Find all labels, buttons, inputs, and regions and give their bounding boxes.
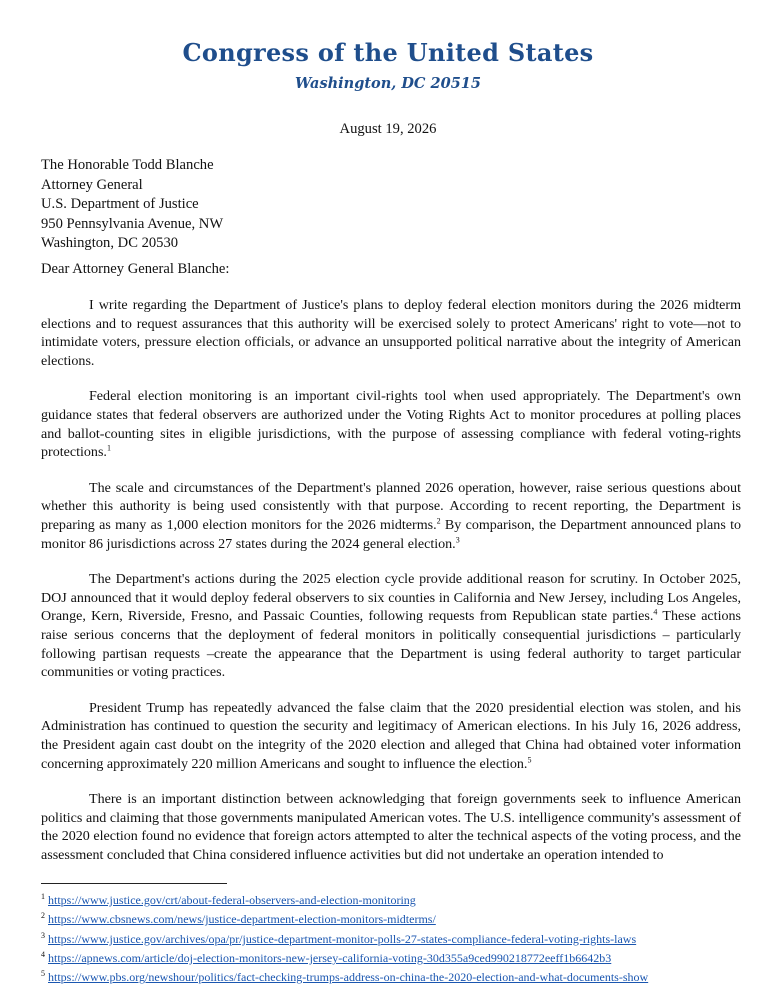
footnote-ref: 1 <box>106 443 111 453</box>
letterhead-subtitle: Washington, DC 20515 <box>295 75 481 92</box>
paragraph-text: President Trump has repeatedly advanced the false claim that the 2020 presidential election was stolen, and his Administration has continued to question the security and legitimacy of American elections. In his July 16, 2026 address, the President again cast doubt on the integrity of the 2020 election and alleged that China had obtained voter information concerning approximately 220 million Americans and sought to influence the election. <box>41 699 741 772</box>
address-line: Washington, DC 20530 <box>41 235 179 252</box>
recipient-address <box>41 156 223 254</box>
address-line: 950 Pennsylvania Avenue, NW <box>41 215 224 232</box>
address-line: U.S. Department of Justice <box>41 196 199 213</box>
paragraph <box>41 790 741 865</box>
letterhead-title: Congress of the United States <box>182 38 594 67</box>
paragraph-text: The scale and circumstances of the Department's planned 2026 operation, however, raise serious questions about whether this authority is being used consistently with that purpose. According to recent reporting, the Department is preparing as many as 1,000 election monitors for the 2026 midterms. <box>41 479 741 534</box>
letterhead <box>0 38 776 92</box>
footnote-number: 1 <box>41 892 45 901</box>
paragraph <box>41 296 741 371</box>
paragraph-text: By comparison, the Department announced plans to monitor 86 jurisdictions across 27 states during the 2024 general election. <box>41 517 742 552</box>
salutation: Dear Attorney General Blanche: <box>41 261 230 277</box>
footnote <box>41 947 741 966</box>
footnote-link[interactable]: https://www.cbsnews.com/news/justice-department-election-monitors-midterms/ <box>48 912 436 927</box>
letter-date: August 19, 2026 <box>339 121 437 137</box>
footnote <box>41 928 741 947</box>
paragraph <box>41 479 741 554</box>
footnotes <box>41 889 741 985</box>
paragraph-text: The Department's actions during the 2025 election cycle provide additional reason for scrutiny. In October 2025, DOJ announced that it would deploy federal observers to six counties in California and New Jersey, including Los Angeles, Orange, Kern, Riverside, Fresno, and Passaic Counties, following requests from Republican state parties. <box>41 570 741 625</box>
footnote <box>41 966 741 985</box>
paragraph-text: I write regarding the Department of Justice's plans to deploy federal election monitors during the 2026 midterm elections and to request assurances that this authority will be exercised solely to protect Americans' right to vote—not to intimidate voters, pressure election officials, or advance an unsupported political narrative about the integrity of American elections. <box>41 297 741 370</box>
footnote-number: 3 <box>41 930 45 940</box>
footnote-link[interactable]: https://apnews.com/article/doj-election-monitors-new-jersey-california-voting-30d355a9ced990218772eeff1b6642b3 <box>48 950 612 965</box>
address-line: The Honorable Todd Blanche <box>41 157 214 173</box>
paragraph <box>41 570 741 682</box>
footnote-link[interactable]: https://www.pbs.org/newshour/politics/fact-checking-trumps-address-on-china-the-2020-election-and-what-documents-show <box>48 970 649 985</box>
paragraph-text: There is an important distinction between acknowledging that foreign governments seek to influence American politics and claiming that those governments manipulated American votes. The U.S. intelligence community's assessment of the 2020 election found no evidence that foreign actors attempted to alter the technical aspects of the voting process, and the assessment concluded that China considered influence activities but did not undertake an operation intended to <box>41 790 741 864</box>
footnote-ref: 4 <box>653 607 658 617</box>
footnote <box>41 889 741 908</box>
address-line: Attorney General <box>41 176 143 193</box>
footnote-ref: 2 <box>436 516 441 526</box>
footnote-number: 5 <box>41 969 45 979</box>
footnote-ref: 3 <box>455 535 460 545</box>
footnote-number: 4 <box>41 949 45 959</box>
letter-body <box>41 296 741 881</box>
footnote-ref: 5 <box>527 755 532 765</box>
footnote-divider <box>41 883 227 884</box>
paragraph-text: These actions raise serious concerns that the deployment of federal monitors in politically consequential jurisdictions – particularly following partisan requests –create the appearance that the Department is using federal authority to target particular communities or voting practices. <box>41 608 741 681</box>
footnote-link[interactable]: https://www.justice.gov/archives/opa/pr/justice-department-monitor-polls-27-states-compliance-federal-voting-rights-laws <box>48 931 637 946</box>
footnote <box>41 908 741 927</box>
paragraph-text: Federal election monitoring is an important civil-rights tool when used appropriately. The Department's own guidance states that federal observers are authorized under the Voting Rights Act to monitor procedures at polling places and ballot-counting sites in eligible jurisdictions, with the purpose of assessing compliance with federal voting-rights protections. <box>41 388 741 461</box>
footnote-link[interactable]: https://www.justice.gov/crt/about-federal-observers-and-election-monitoring <box>48 893 416 907</box>
paragraph <box>41 699 741 774</box>
paragraph <box>41 387 741 462</box>
footnote-number: 2 <box>41 911 45 921</box>
